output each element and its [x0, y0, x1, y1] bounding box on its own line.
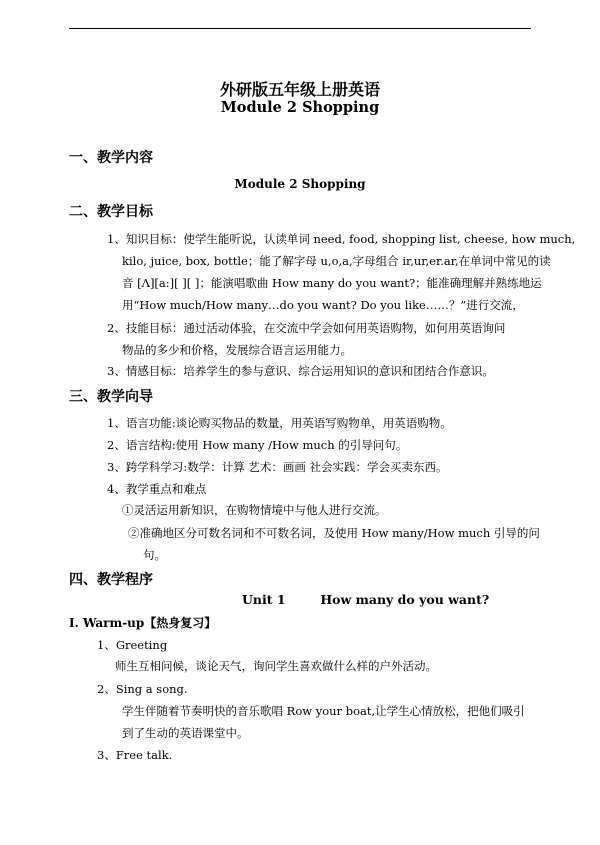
document-title: 外研版五年级上册英语 — [219, 80, 380, 99]
guide-line: 句。 — [143, 548, 166, 562]
objective-line: 物品的多少和价格，发展综合语言运用能力。 — [122, 343, 352, 357]
procedure-line: 3、Free talk. — [97, 748, 173, 762]
procedure-line: 2、Sing a song. — [97, 682, 188, 696]
objective-line: 1、知识目标：使学生能听说，认读单词 need, food, shopping list, cheese, how much, — [107, 232, 576, 246]
section-heading-content: 一、教学内容 — [69, 150, 153, 166]
guide-line: ①灵活运用新知识，在购物情境中与他人进行交流。 — [122, 503, 387, 517]
section-heading-guide: 三、教学向导 — [69, 389, 153, 405]
guide-line: 2、语言结构:使用 How many /How much 的引导问句。 — [107, 438, 408, 452]
procedure-line: 到了生动的英语课堂中。 — [122, 726, 249, 740]
document-subtitle: Module 2 Shopping — [220, 99, 380, 116]
procedure-line: 学生伴随着节奏明快的音乐歌唱 Row your boat,让学生心情放松，把他们吸引 — [122, 704, 525, 718]
objective-line: 音 [Λ][a:][ ][ ]；能演唱歌曲 How many do you want?；能准确理解并熟练地运 — [122, 276, 542, 290]
procedure-line: 1、Greeting — [97, 638, 168, 652]
objective-line: 用“How much/How many…do you want? Do you like……？”进行交流， — [122, 298, 524, 312]
guide-line: 4、教学重点和难点 — [107, 482, 207, 496]
module-label: Module 2 Shopping — [234, 177, 366, 191]
objective-line: 2、技能目标：通过活动体验，在交流中学会如何用英语购物，如何用英语询问 — [107, 321, 506, 335]
unit-title: Unit 1 How many do you want? — [242, 592, 490, 607]
procedure-line: 师生互相问候，谈论天气，询问学生喜欢做什么样的户外活动。 — [115, 659, 437, 673]
guide-line: 1、语言功能:谈论购买物品的数量，用英语写购物单，用英语购物。 — [107, 416, 452, 430]
guide-line: 3、跨学科学习:数学：计算 艺术：画画 社会实践：学会买卖东西。 — [107, 460, 448, 474]
section-heading-procedure: 四、教学程序 — [69, 572, 153, 588]
guide-line: ②准确地区分可数名词和不可数名词，及使用 How many/How much 引导的问 — [128, 526, 540, 540]
warmup-heading: Ⅰ. Warm-up【热身复习】 — [69, 616, 217, 630]
header-rule — [69, 28, 531, 29]
section-heading-objectives: 二、教学目标 — [69, 204, 153, 220]
objective-line: 3、情感目标：培养学生的参与意识、综合运用知识的意识和团结合作意识。 — [107, 364, 494, 378]
objective-line: kilo, juice, box, bottle；能了解字母 u,o,a,字母组合 ir,ur,er.ar,在单词中常见的读 — [122, 254, 551, 268]
